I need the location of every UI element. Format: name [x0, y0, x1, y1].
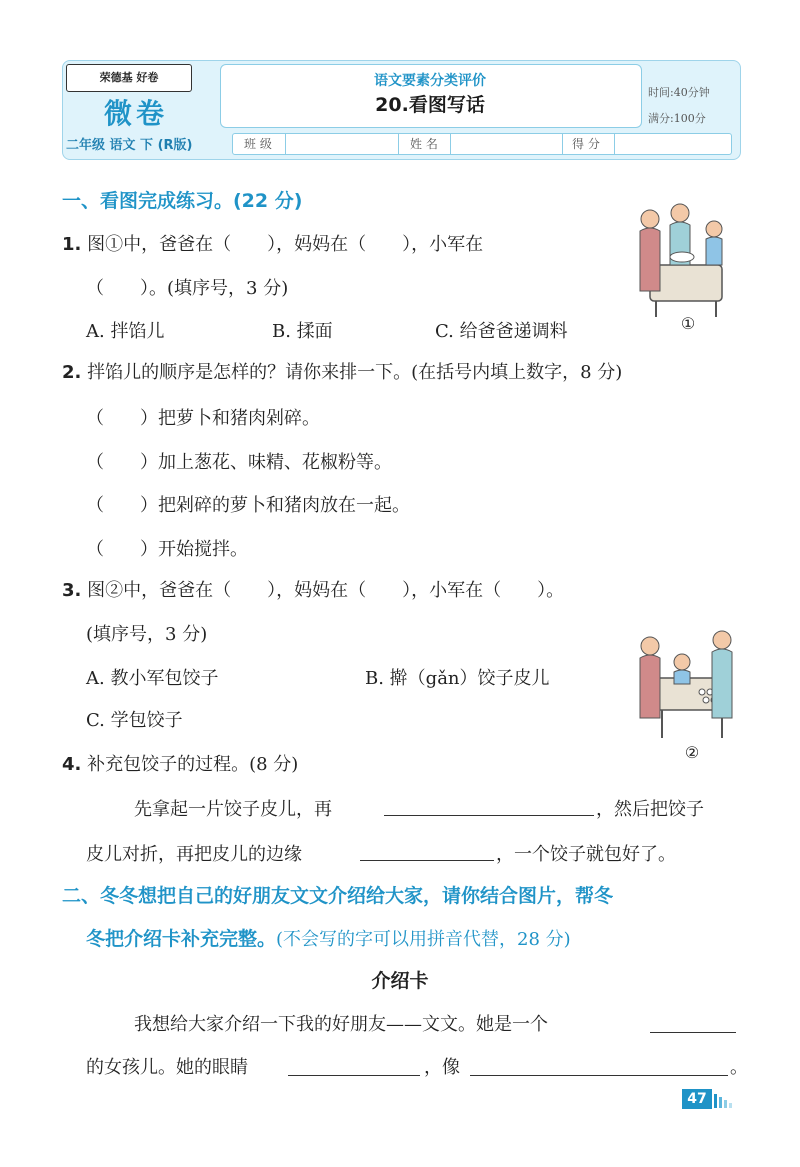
q4-line2-start: 皮儿对折，再把皮儿的边缘 — [86, 844, 302, 865]
q3-text: 图②中，爸爸在（ ），妈妈在（ ），小军在（ ）。 — [87, 580, 565, 601]
info-divider — [562, 133, 563, 155]
q4-number: 4. — [62, 754, 82, 775]
q3-option-c: C. 学包饺子 — [86, 710, 183, 731]
q1-option-c: C. 给爸爸递调料 — [435, 321, 568, 342]
q2-number: 2. — [62, 362, 82, 383]
illustration-1-label: ① — [680, 314, 696, 333]
section2-heading-cont: 冬把介绍卡补充完整。 — [86, 928, 277, 950]
q3-number: 3. — [62, 580, 82, 601]
q2-item: （ ）加上葱花、味精、花椒粉等。 — [86, 452, 392, 473]
score-label: 得 分 — [572, 137, 600, 151]
q2-item: （ ）把萝卜和猪肉剁碎。 — [86, 408, 320, 429]
card-answer-line-1[interactable] — [650, 1032, 736, 1033]
q1-number: 1. — [62, 234, 82, 255]
publisher-logo: 荣德基 好卷 — [66, 64, 192, 92]
lesson-title: 20.看图写话 — [375, 94, 485, 116]
card-line2-start: 的女孩儿。她的眼睛 — [86, 1057, 248, 1078]
time-limit: 时间:40分钟 — [648, 86, 710, 99]
info-divider — [450, 133, 451, 155]
page-number: 47 — [682, 1089, 712, 1109]
page-bars-icon — [714, 1092, 740, 1108]
section1-heading: 一、看图完成练习。(22 分) — [62, 190, 303, 212]
q1-text: 图①中，爸爸在（ ），妈妈在（ ），小军在 — [87, 234, 484, 255]
q2-item: （ ）开始搅拌。 — [86, 539, 248, 560]
brand-title: 微卷 — [103, 97, 168, 130]
section2-note: (不会写的字可以用拼音代替，28 分) — [276, 929, 571, 950]
info-divider — [398, 133, 399, 155]
q4-line1-start: 先拿起一片饺子皮儿，再 — [134, 799, 332, 820]
card-title: 介绍卡 — [371, 970, 429, 992]
illustration-2-label: ② — [684, 743, 700, 762]
q1-option-a: A. 拌馅儿 — [86, 321, 165, 342]
q3-option-b: B. 擀（gǎn）饺子皮儿 — [365, 668, 550, 689]
illustration-2 — [630, 628, 740, 768]
card-line1: 我想给大家介绍一下我的好朋友——文文。她是一个 — [134, 1014, 548, 1035]
q4-line1-end: ，然后把饺子 — [596, 799, 704, 820]
card-answer-line-2[interactable] — [288, 1075, 420, 1076]
series-title: 语文要素分类评价 — [374, 73, 486, 89]
q2-text: 拌馅儿的顺序是怎样的？请你来排一下。(在括号内填上数字，8 分) — [87, 362, 623, 383]
q1-option-b: B. 揉面 — [272, 321, 333, 342]
info-divider — [614, 133, 615, 155]
q4-answer-line-2[interactable] — [360, 860, 494, 861]
info-bar — [232, 133, 732, 155]
q4-text: 补充包饺子的过程。(8 分) — [87, 754, 299, 775]
q1-line2: （ ）。(填序号，3 分) — [86, 278, 289, 299]
card-line2-mid: ，像 — [424, 1057, 460, 1078]
q4-answer-line-1[interactable] — [384, 815, 594, 816]
q3-line2: (填序号，3 分) — [86, 624, 208, 645]
q4-line2-end: ，一个饺子就包好了。 — [496, 844, 676, 865]
full-score: 满分:100分 — [648, 112, 706, 125]
q2-item: （ ）把剁碎的萝卜和猪肉放在一起。 — [86, 495, 410, 516]
grade-label: 二年级 语文 下 (R版) — [66, 138, 193, 153]
illustration-1 — [630, 195, 738, 335]
card-answer-line-3[interactable] — [470, 1075, 728, 1076]
name-label: 姓 名 — [410, 137, 438, 151]
class-label: 班 级 — [244, 137, 272, 151]
info-divider — [285, 133, 286, 155]
q3-option-a: A. 教小军包饺子 — [86, 668, 219, 689]
card-line2-end: 。 — [730, 1057, 748, 1078]
section2-heading: 二、冬冬想把自己的好朋友文文介绍给大家，请你结合图片，帮冬 — [62, 885, 614, 907]
